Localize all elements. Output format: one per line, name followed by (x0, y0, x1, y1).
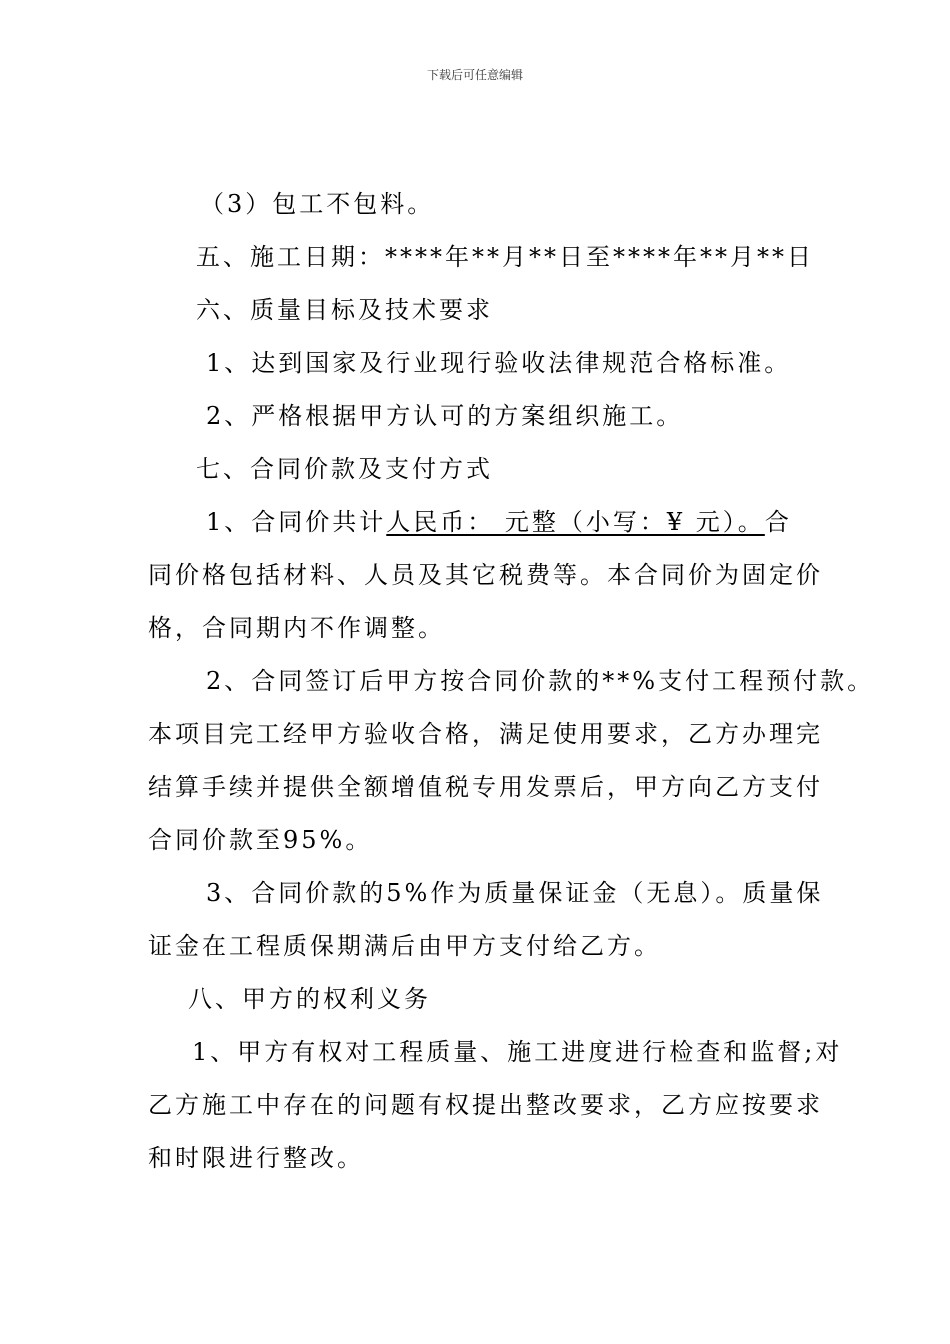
clause-7-1-line-1 (206, 507, 792, 537)
section-7-heading: 七、合同价款及支付方式 (196, 455, 493, 483)
section-5-construction-date: 五、施工日期：****年**月**日至****年**月**日 (196, 243, 814, 271)
contract-price-underlined: 人民币： 元整（小写：¥ 元）。 (386, 508, 765, 536)
clause-7-3-line-2: 证金在工程质保期满后由甲方支付给乙方。 (148, 932, 661, 960)
section-8-heading: 八、甲方的权利义务 (188, 985, 431, 1013)
clause-7-1-prefix: 1、合同价共计 (206, 508, 387, 536)
clause-8-1-line-2: 乙方施工中存在的问题有权提出整改要求，乙方应按要求 (148, 1091, 823, 1119)
clause-6-1: 1、达到国家及行业现行验收法律规范合格标准。 (206, 349, 792, 377)
clause-7-1-suffix: 合 (764, 508, 792, 536)
clause-7-2-line-2: 本项目完工经甲方验收合格，满足使用要求，乙方办理完 (148, 720, 823, 748)
clause-7-3-line-1: 3、合同价款的5%作为质量保证金（无息）。质量保 (206, 879, 824, 907)
clause-8-1-line-3: 和时限进行整改。 (148, 1144, 364, 1172)
page-header-note: 下载后可任意编辑 (426, 68, 523, 82)
clause-4-3: （3）包工不包料。 (200, 190, 435, 218)
clause-7-2-line-3: 结算手续并提供全额增值税专用发票后，甲方向乙方支付 (148, 773, 823, 801)
clause-7-2-line-4: 合同价款至95%。 (148, 826, 373, 854)
clause-7-1-line-3: 格，合同期内不作调整。 (148, 614, 445, 642)
section-6-heading: 六、质量目标及技术要求 (196, 296, 493, 324)
clause-6-2: 2、严格根据甲方认可的方案组织施工。 (206, 402, 684, 430)
clause-7-2-line-1: 2、合同签订后甲方按合同价款的**%支付工程预付款。 (206, 667, 875, 695)
clause-7-1-line-2: 同价格包括材料、人员及其它税费等。本合同价为固定价 (148, 561, 823, 589)
clause-8-1-line-1: 1、甲方有权对工程质量、施工进度进行检查和监督;对 (192, 1038, 843, 1066)
